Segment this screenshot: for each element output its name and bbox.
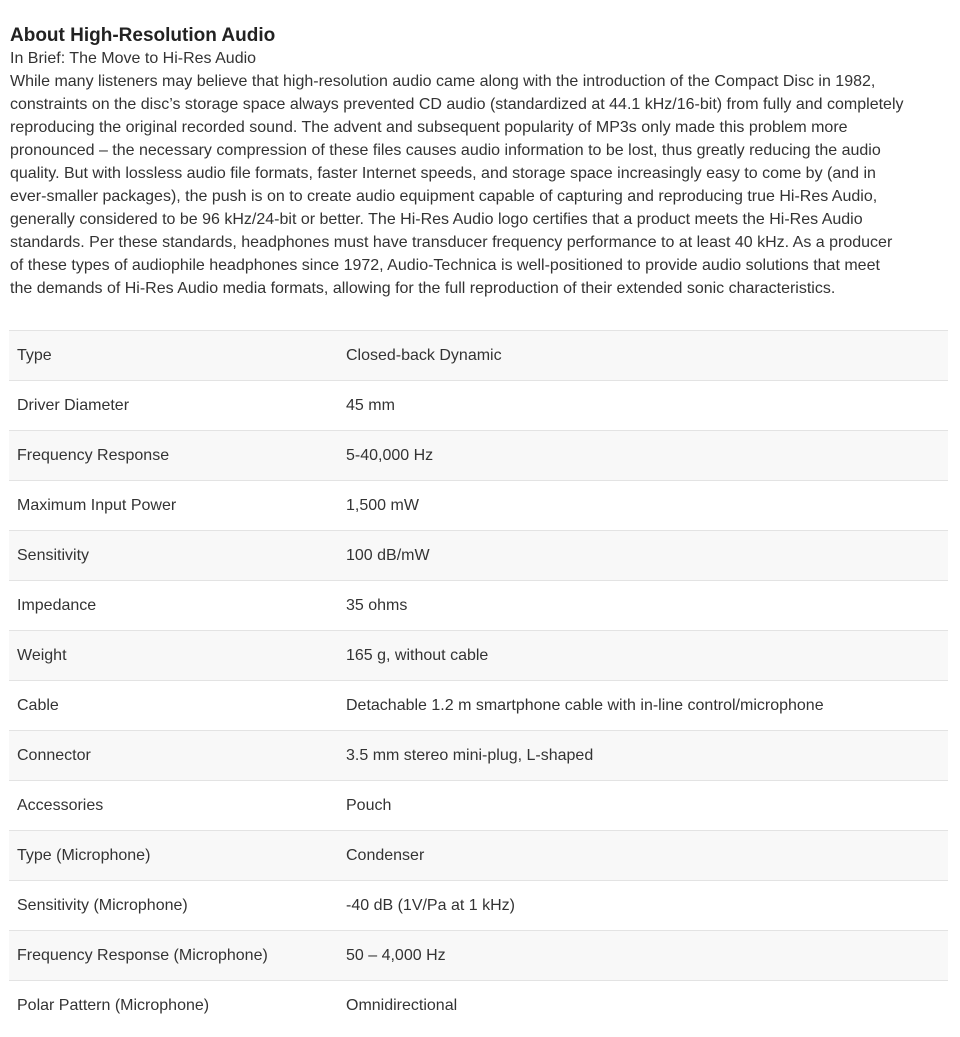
spec-row	[9, 331, 948, 381]
spec-label: Sensitivity	[9, 531, 346, 581]
spec-label: Weight	[9, 631, 346, 681]
spec-value: Omnidirectional	[346, 981, 948, 1031]
body-line: the demands of Hi-Res Audio media formats, allowing for the full reproduction of their extended sonic characteristics.	[10, 280, 836, 297]
body-line: While many listeners may believe that high-resolution audio came along with the introduction of the Compact Disc in 1982,	[10, 73, 876, 90]
section-subtitle: In Brief: The Move to Hi-Res Audio	[10, 50, 257, 67]
spec-value: Pouch	[346, 781, 948, 831]
section-body	[10, 70, 950, 300]
body-line: pronounced – the necessary compression of these files causes audio information to be lost, thus greatly reducing the audio	[10, 142, 881, 159]
spec-value: -40 dB (1V/Pa at 1 kHz)	[346, 881, 948, 931]
spec-row	[9, 781, 948, 831]
body-line: generally considered to be 96 kHz/24-bit or better. The Hi-Res Audio logo certifies that a product meets the Hi-Res Audio	[10, 211, 863, 228]
spec-value: 5-40,000 Hz	[346, 431, 948, 481]
spec-label: Connector	[9, 731, 346, 781]
spec-value: 35 ohms	[346, 581, 948, 631]
spec-row	[9, 481, 948, 531]
spec-value: Condenser	[346, 831, 948, 881]
spec-row	[9, 981, 948, 1031]
spec-row	[9, 931, 948, 981]
spec-row	[9, 531, 948, 581]
about-section	[10, 24, 948, 300]
spec-row	[9, 581, 948, 631]
spec-label: Type (Microphone)	[9, 831, 346, 881]
spec-row	[9, 631, 948, 681]
spec-value: Detachable 1.2 m smartphone cable with in-line control/microphone	[346, 681, 948, 731]
body-line: of these types of audiophile headphones since 1972, Audio-Technica is well-positioned to provide audio solutions that meet	[10, 257, 880, 274]
spec-label: Sensitivity (Microphone)	[9, 881, 346, 931]
spec-value: 50 – 4,000 Hz	[346, 931, 948, 981]
spec-value: 45 mm	[346, 381, 948, 431]
spec-value: 165 g, without cable	[346, 631, 948, 681]
body-line: ever-smaller packages), the push is on to create audio equipment capable of capturing and reproducing true Hi-Res Audio,	[10, 188, 878, 205]
spec-label: Driver Diameter	[9, 381, 346, 431]
spec-row	[9, 381, 948, 431]
body-line: standards. Per these standards, headphones must have transducer frequency performance to at least 40 kHz. As a producer	[10, 234, 893, 251]
spec-value: 100 dB/mW	[346, 531, 948, 581]
spec-label: Impedance	[9, 581, 346, 631]
spec-row	[9, 431, 948, 481]
spec-row	[9, 731, 948, 781]
body-line: constraints on the disc’s storage space always prevented CD audio (standardized at 44.1 kHz/16-bit) from fully and completely	[10, 96, 904, 113]
spec-label: Accessories	[9, 781, 346, 831]
spec-row	[9, 831, 948, 881]
spec-value: 1,500 mW	[346, 481, 948, 531]
spec-value: Closed-back Dynamic	[346, 331, 948, 381]
spec-label: Frequency Response	[9, 431, 346, 481]
body-line: quality. But with lossless audio file formats, faster Internet speeds, and storage space increasingly easy to come by (and in	[10, 165, 876, 182]
spec-label: Type	[9, 331, 346, 381]
spec-row	[9, 881, 948, 931]
section-title: About High-Resolution Audio	[10, 25, 276, 46]
spec-value: 3.5 mm stereo mini-plug, L-shaped	[346, 731, 948, 781]
spec-row	[9, 681, 948, 731]
spec-label: Cable	[9, 681, 346, 731]
body-line: reproducing the original recorded sound. The advent and subsequent popularity of MP3s only made this problem more	[10, 119, 848, 136]
spec-label: Maximum Input Power	[9, 481, 346, 531]
spec-table	[9, 330, 948, 1030]
spec-label: Frequency Response (Microphone)	[9, 931, 346, 981]
spec-label: Polar Pattern (Microphone)	[9, 981, 346, 1031]
